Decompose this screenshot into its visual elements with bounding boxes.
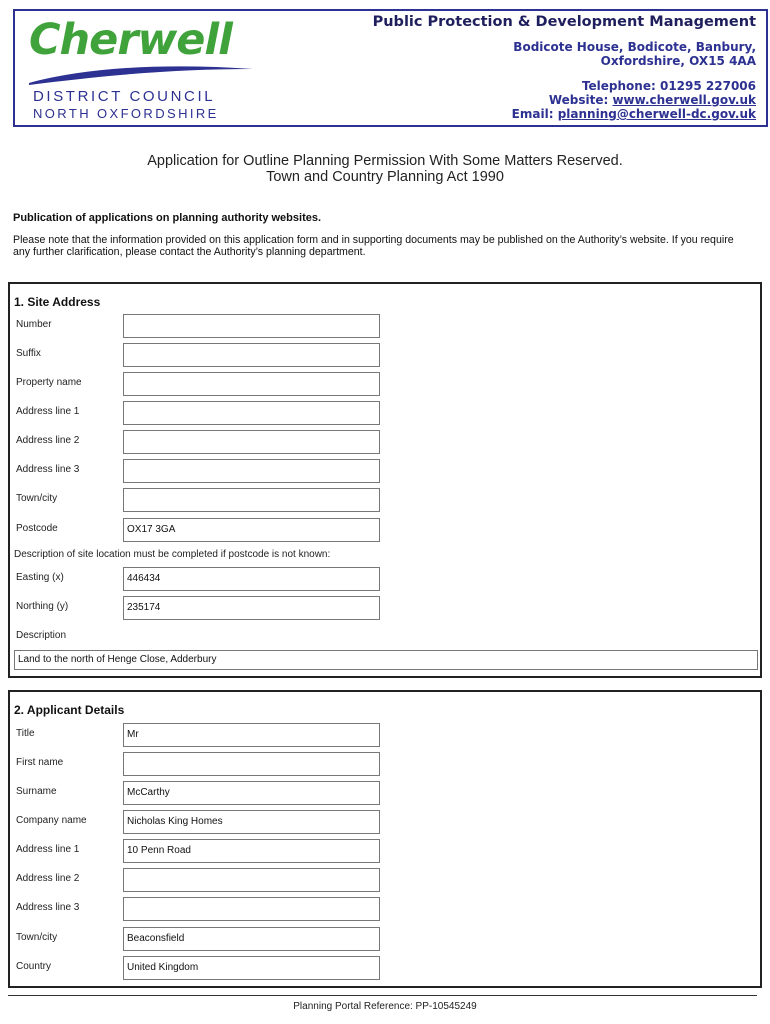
town-city-field[interactable] bbox=[123, 488, 380, 512]
first-name-field[interactable] bbox=[123, 752, 380, 776]
description-field[interactable]: Land to the north of Henge Close, Adderbury bbox=[14, 650, 758, 670]
country-label: Country bbox=[16, 961, 52, 972]
company-name-label: Company name bbox=[16, 815, 87, 826]
logo-swoosh-icon bbox=[27, 61, 257, 87]
council-region: NORTH OXFORDSHIRE bbox=[33, 106, 219, 121]
town-city-field[interactable]: Beaconsfield bbox=[123, 927, 380, 951]
address-line-2: Oxfordshire, OX15 4AA bbox=[600, 54, 756, 68]
letterhead bbox=[13, 9, 768, 127]
northing-label: Northing (y) bbox=[16, 601, 69, 612]
country-field[interactable]: United Kingdom bbox=[123, 956, 380, 980]
number-field[interactable] bbox=[123, 314, 380, 338]
property-name-label: Property name bbox=[16, 377, 82, 388]
address-line-2-label: Address line 2 bbox=[16, 435, 80, 446]
property-name-field[interactable] bbox=[123, 372, 380, 396]
address-line-3-field[interactable] bbox=[123, 897, 380, 921]
address-line-1: Bodicote House, Bodicote, Banbury, bbox=[513, 40, 756, 54]
form-title: Application for Outline Planning Permission With Some Matters Reserved. bbox=[147, 153, 623, 169]
telephone-label: Telephone: bbox=[581, 79, 656, 93]
address-line-1-field[interactable] bbox=[123, 401, 380, 425]
email bbox=[512, 107, 756, 121]
surname-field[interactable]: McCarthy bbox=[123, 781, 380, 805]
surname-label: Surname bbox=[16, 786, 57, 797]
publication-note: Please note that the information provided on this application form and in supporting documents may be published on the Authority’s website. If you require any further clarification, please contact the Authority’s planning department. bbox=[13, 234, 734, 258]
easting-field[interactable]: 446434 bbox=[123, 567, 380, 591]
website-link[interactable]: www.cherwell.gov.uk bbox=[612, 93, 756, 107]
address-line-3-label: Address line 3 bbox=[16, 464, 80, 475]
address-line-1-label: Address line 1 bbox=[16, 844, 80, 855]
town-city-label: Town/city bbox=[16, 493, 58, 504]
northing-field[interactable]: 235174 bbox=[123, 596, 380, 620]
email-label: Email: bbox=[511, 107, 554, 121]
website-label: Website: bbox=[548, 93, 609, 107]
number-label: Number bbox=[16, 319, 52, 330]
telephone-number: 01295 227006 bbox=[659, 79, 756, 93]
council-logo-wordmark: Cherwell bbox=[29, 15, 232, 65]
email-link[interactable]: planning@cherwell-dc.gov.uk bbox=[557, 107, 756, 121]
easting-label: Easting (x) bbox=[16, 572, 64, 583]
address-line-2-label: Address line 2 bbox=[16, 873, 80, 884]
form-subtitle: Town and Country Planning Act 1990 bbox=[266, 169, 504, 185]
postcode-field[interactable]: OX17 3GA bbox=[123, 518, 380, 542]
site-address-section bbox=[8, 282, 762, 678]
suffix-label: Suffix bbox=[16, 348, 41, 359]
town-city-label: Town/city bbox=[16, 932, 58, 943]
publication-heading: Publication of applications on planning authority websites. bbox=[13, 212, 322, 224]
section-title: 1. Site Address bbox=[14, 295, 101, 309]
address-line-2-field[interactable] bbox=[123, 868, 380, 892]
location-note: Description of site location must be completed if postcode is not known: bbox=[14, 549, 331, 560]
address-line-3-field[interactable] bbox=[123, 459, 380, 483]
website bbox=[549, 93, 756, 107]
address-line-1-field[interactable]: 10 Penn Road bbox=[123, 839, 380, 863]
address-line-1-label: Address line 1 bbox=[16, 406, 80, 417]
description-label: Description bbox=[16, 630, 67, 641]
footer-divider bbox=[8, 995, 757, 996]
suffix-field[interactable] bbox=[123, 343, 380, 367]
company-name-field[interactable]: Nicholas King Homes bbox=[123, 810, 380, 834]
council-name: DISTRICT COUNCIL bbox=[33, 88, 216, 105]
applicant-details-section bbox=[8, 690, 762, 988]
postcode-label: Postcode bbox=[16, 523, 58, 534]
title-label: Title bbox=[16, 728, 35, 739]
first-name-label: First name bbox=[16, 757, 64, 768]
telephone bbox=[582, 79, 756, 93]
section-title: 2. Applicant Details bbox=[14, 703, 125, 717]
department-title: Public Protection & Development Management bbox=[372, 14, 756, 30]
address-line-3-label: Address line 3 bbox=[16, 902, 80, 913]
title-field[interactable]: Mr bbox=[123, 723, 380, 747]
portal-reference: Planning Portal Reference: PP-10545249 bbox=[293, 1001, 477, 1012]
address-line-2-field[interactable] bbox=[123, 430, 380, 454]
